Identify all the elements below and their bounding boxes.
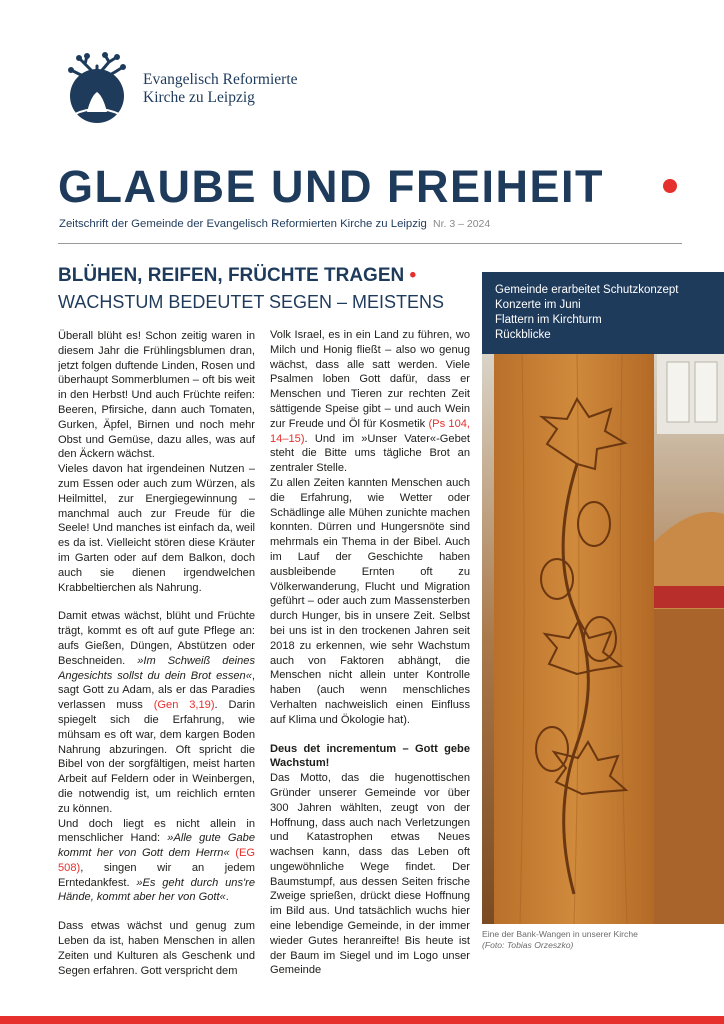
paragraph: Überall blüht es! Schon zeitig waren in diesem Jahr die Frühlingsblumen dran, jetzt folgen duftende Linden, Rosen und überhaupt Sommerblumen – oft bis weit in den Herbst! Und auch Früchte reifen: Beeren, Pfirsiche, dann auch Tomaten, Gurken, Äpfel, Birnen und noch mehr Obst und Gemüse, dazu alles, was auf den Äckern wächst. (58, 330, 255, 461)
organization-name-line2: Kirche zu Leipzig (143, 89, 255, 106)
teaser-item[interactable]: Flattern im Kirchturm (495, 314, 602, 326)
section-subheading: Deus det incrementum – Gott gebe Wachstum! (270, 742, 470, 770)
header-divider (58, 243, 682, 244)
quote: »Alle gute Gabe kommt her von Gott dem Herrn« (58, 832, 255, 860)
text: , sagt Gott zu Adam, als er das Paradies verlassen muss (58, 669, 255, 712)
hymn-reference: (EG 508) (58, 847, 255, 874)
teaser-item[interactable]: Gemeinde erarbeitet Schutzkonzept (495, 284, 679, 296)
footer-red-bar (0, 1016, 724, 1024)
paragraph (58, 817, 255, 906)
carved-pew-photo (482, 354, 724, 924)
text: . Darin spiegelt sich die Erfahrung, wie mühsam es oft war, dem kargen Boden Nahrung abzuringen. Oft spricht die Bibel von der sorgfältigen, meist harten Arbeit auf Feldern oder in Weinbergen, die notwendig ist, um reichlich ernten zu können. (58, 699, 255, 815)
paragraph (270, 328, 470, 476)
church-logo-tree-icon (57, 52, 137, 124)
article-column-1 (58, 329, 255, 979)
masthead-subtitle (59, 218, 490, 230)
masthead-red-dot (663, 179, 677, 193)
organization-name (143, 71, 298, 107)
issue-number: Nr. 3 – 2024 (433, 218, 491, 230)
quote: »Es geht durch uns're Hände, kommt aber her von Gott« (58, 876, 255, 904)
article-headline (58, 265, 416, 287)
article-subheadline: WACHSTUM BEDEUTET SEGEN – MEISTENS (58, 292, 445, 312)
photo-credit: (Foto: Tobias Orzeszko) (482, 940, 574, 950)
photo-caption (482, 929, 724, 951)
teaser-item[interactable]: Rückblicke (495, 329, 551, 341)
bible-reference: (Ps 104, 14–15) (270, 417, 470, 445)
subtitle-text: Zeitschrift der Gemeinde der Evangelisch Reformierten Kirche zu Leipzig (59, 218, 427, 230)
contents-teaser-box (482, 272, 724, 354)
caption-text: Eine der Bank-Wangen in unserer Kirche (482, 929, 638, 939)
organization-name-line1: Evangelisch Reformierte (143, 71, 298, 88)
article-headline-text: BLÜHEN, REIFEN, FRÜCHTE TRAGEN (58, 265, 405, 286)
paragraph: Zu allen Zeiten kannten Menschen auch die Erfahrung, wie Wetter oder Schädlinge alle Mühen zunichte machen konnten. Dürren und Hungersnöte sind mehrmals ein Thema in der Bibel. Auch im Lauf der Geschichte haben ausbleibende Ernten oft zu Völkerwanderung, Flucht und Migration geführt – oder auch zum Massensterben durch Hunger, bis in unsere Zeit. Selbst bei uns ist in den trockenen Jahren seit 2018 zu erkennen, wie sehr Wachstum auch von Faktoren abhängt, die Menschen nicht allein unter Kontrolle haben (auch wenn menschliches Verhalten nachweislich einen Einfluss auf Klima und Ökologie hat). (270, 476, 470, 726)
headline-bullet: • (409, 265, 417, 286)
masthead-title: GLAUBE UND FREIHEIT (58, 161, 604, 212)
article-column-2 (270, 328, 470, 978)
text: Damit etwas wächst, blüht und Früchte trägt, kommt es oft auf gute Pflege an: aufs Gießen, Düngen, Abstützen oder Beschneiden. (58, 610, 255, 667)
paragraph: Vieles davon hat irgendeinen Nutzen – zum Essen oder auch zum Würzen, als Heilmittel, zur Energiegewinnung – manchmal auch zur Freude für die Seele! Und manches ist einfach da, weil es da ist. Vielleicht stören diese Kräuter im Garten oder auf dem Balkon, doch auch sie dienen irgendwelchen Krabbeltierchen als Nahrung. (58, 463, 255, 594)
paragraph: Dass etwas wächst und genug zum Leben da ist, haben Menschen in allen Zeiten und Kulturen als Geschenk und Segen erfahren. Gott verspricht dem (58, 920, 255, 977)
quote: »Im Schweiß deines Angesichts sollst du dein Brot essen« (58, 654, 255, 682)
text: Volk Israel, es in ein Land zu führen, wo Milch und Honig fließt – also wo genug wächst, dass alle satt werden. Viele Psalmen loben Gott dafür, dass er Menschen und Tieren zur rechten Zeit sättigende Speise gibt – und auch Wein zur Freude und Öl für Kosmetik (270, 329, 470, 430)
text: Und doch liegt es nicht allein in menschlicher Hand: (58, 817, 255, 845)
paragraph (58, 609, 255, 816)
text: . Und im »Unser Vater«-Gebet steht die Bitte ums tägliche Brot an zentraler Stelle. (270, 432, 470, 475)
teaser-item[interactable]: Konzerte im Juni (495, 299, 581, 311)
text: , singen wir an jedem Erntedankfest. (58, 861, 255, 889)
bible-reference: (Gen 3,19) (153, 699, 215, 712)
paragraph: Das Motto, das die hugenottischen Gründer unserer Gemeinde vor über 300 Jahren wählten, zeugt von der Hoffnung, dass auch nach Verletzungen und Katastrophen etwas Neues wachsen kann, dass das Leben oft ungewöhnliche Wege findet. Der Baumstumpf, aus dessen Seiten frische Zweige sprießen, drückt diese Hoffnung im Bild aus. Und tatsächlich wuchs hier eine lebendige Gemeinde, in der immer wieder Gutes heranreifte! Bis heute ist der Baum im Siegel und im Logo unser Gemeinde (270, 772, 470, 977)
text: . (225, 891, 229, 904)
